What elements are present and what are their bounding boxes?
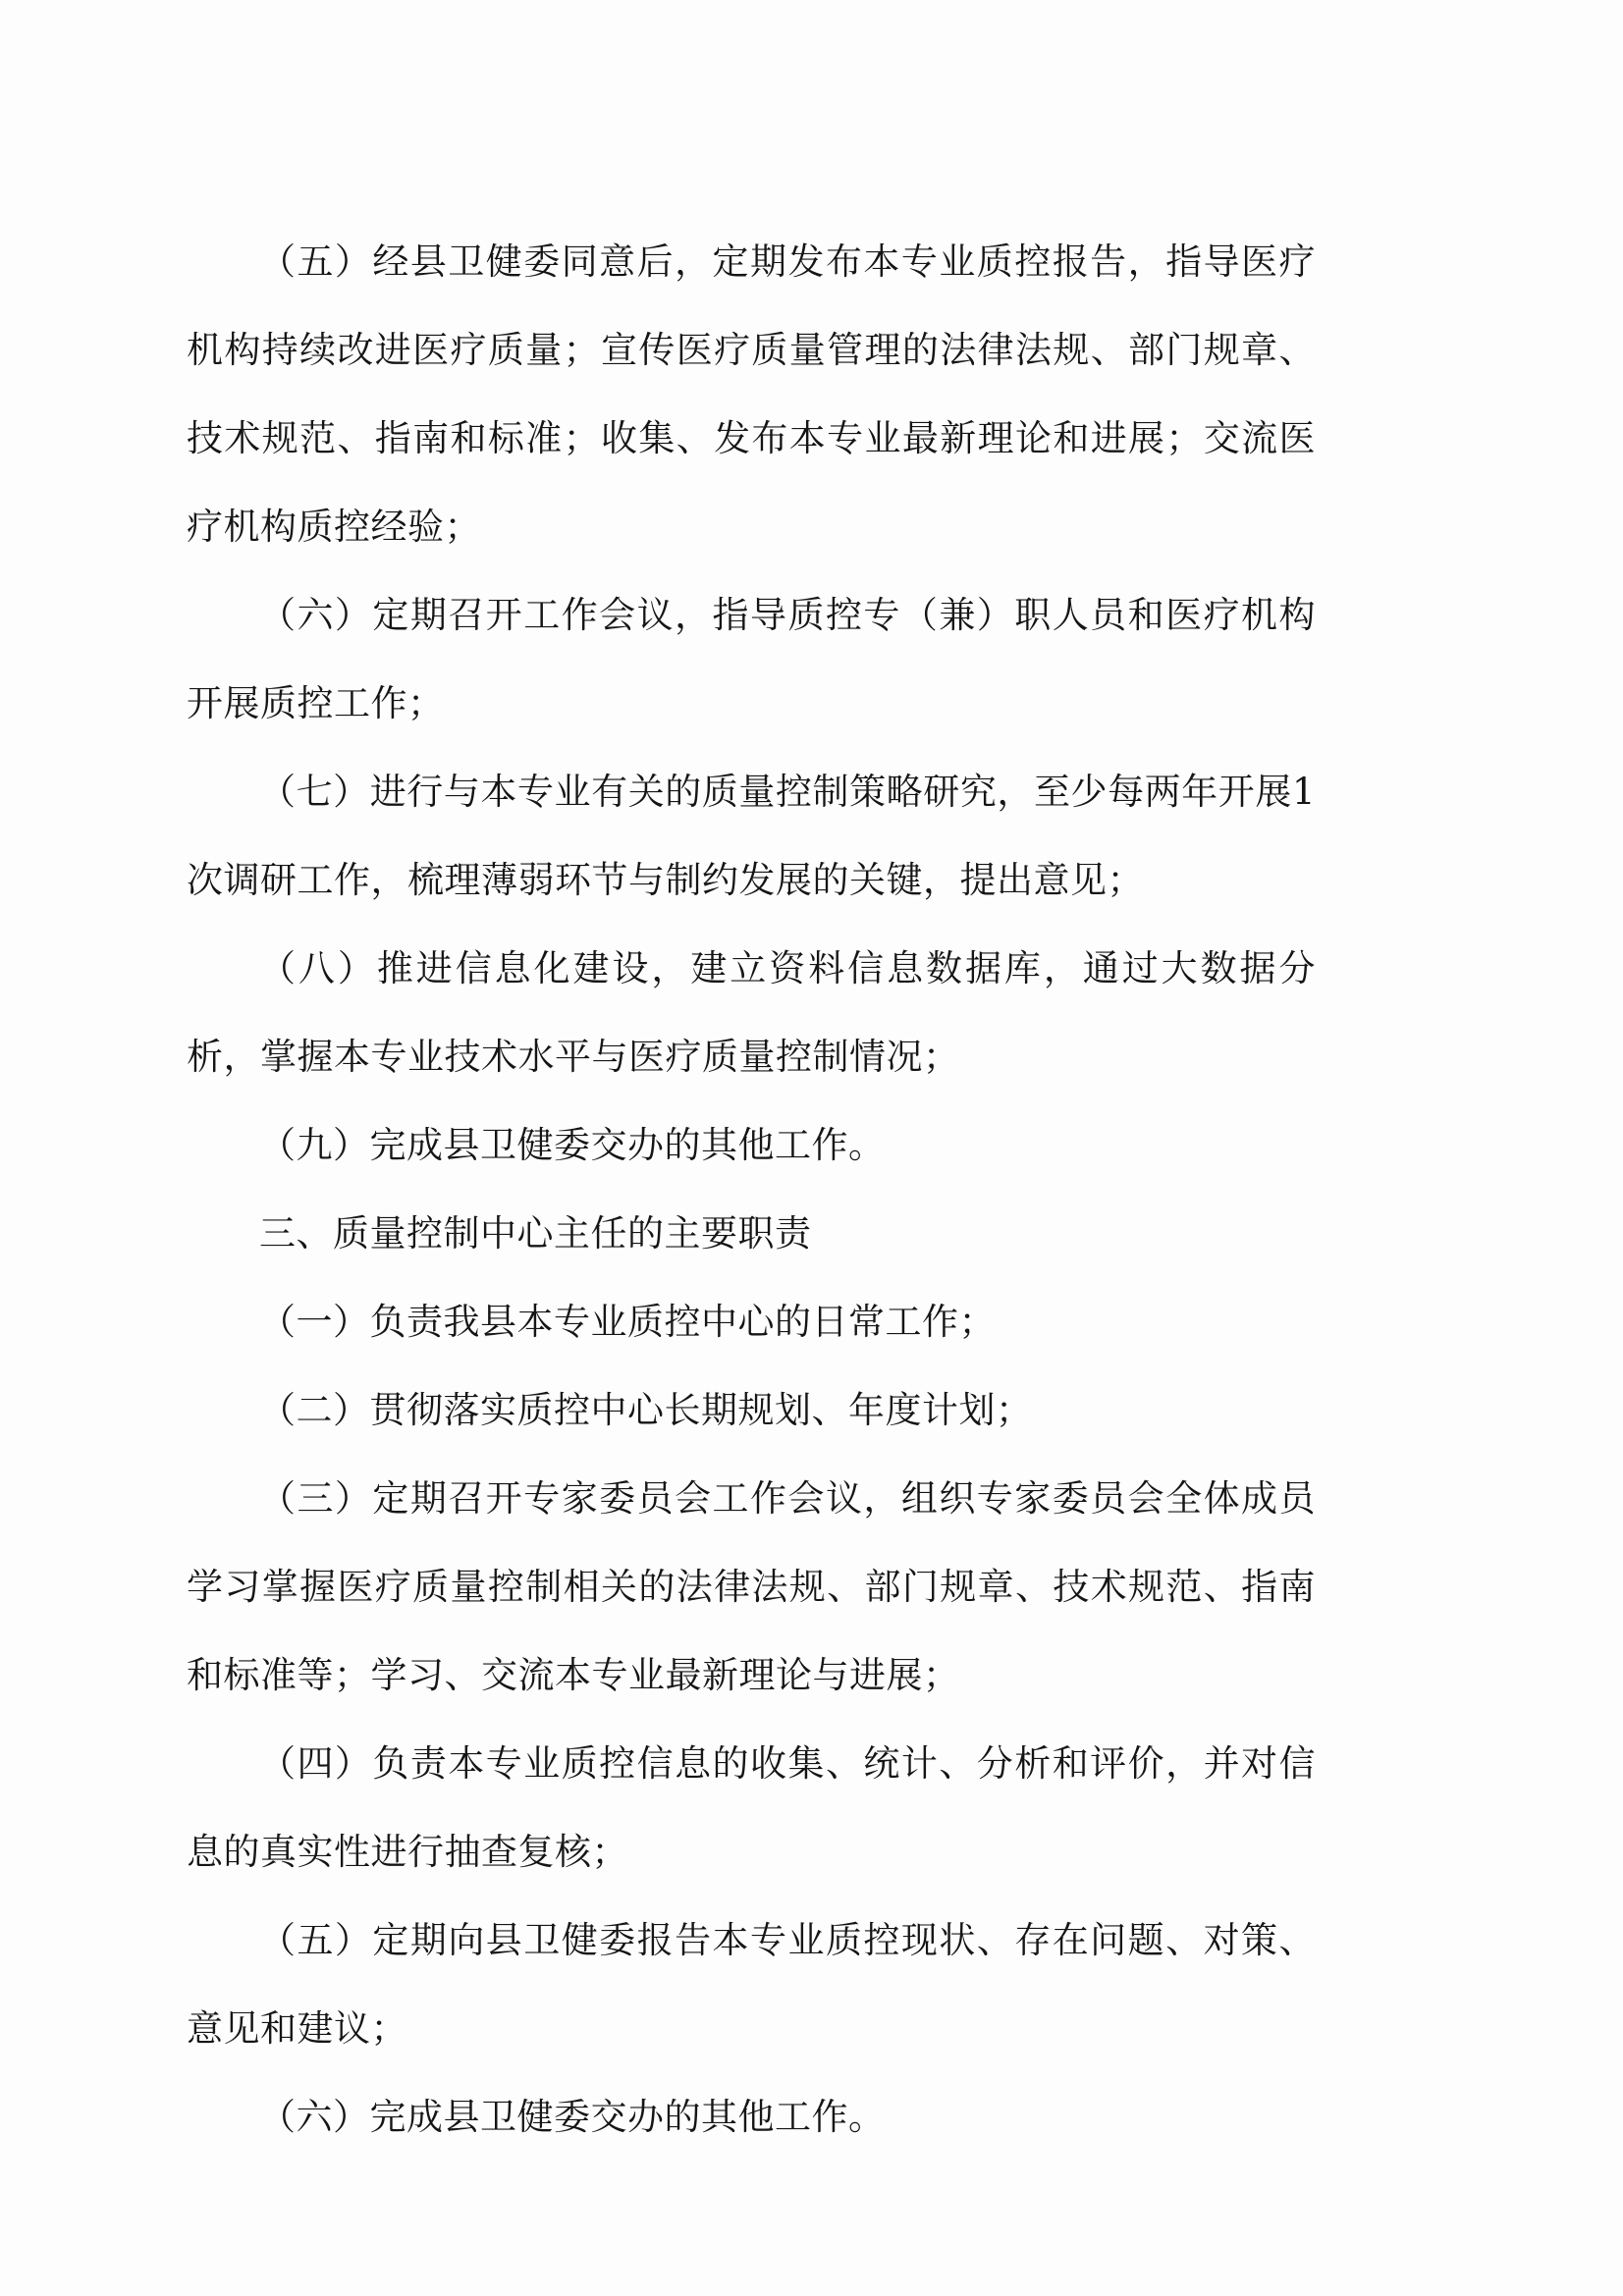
paragraph-duty-6-other-work: （六）完成县卫健委交办的其他工作。 <box>259 2096 886 2138</box>
paragraph-duty-5-report-status: （五）定期向县卫健委报告本专业质控现状、存在问题、对策、意见和建议； <box>187 1919 1316 2050</box>
paragraph-item-7-strategy-research: （七）进行与本专业有关的质量控制策略研究，至少每两年开展1次调研工作，梳理薄弱环节与制约发展的关键，提出意见； <box>187 771 1316 901</box>
section-heading-director-duties: 三、质量控制中心主任的主要职责 <box>259 1212 812 1255</box>
paragraph-duty-3-expert-meetings: （三）定期召开专家委员会工作会议，组织专家委员会全体成员学习掌握医疗质量控制相关的法律法规、部门规章、技术规范、指南和标准等；学习、交流本专业最新理论与进展； <box>187 1477 1316 1696</box>
paragraph-item-9-other-work: （九）完成县卫健委交办的其他工作。 <box>259 1124 886 1166</box>
paragraph-duty-1-daily-work: （一）负责我县本专业质控中心的日常工作； <box>259 1301 996 1343</box>
paragraph-duty-2-implement-plans: （二）贯彻落实质控中心长期规划、年度计划； <box>259 1389 1033 1431</box>
paragraph-duty-4-info-collection: （四）负责本专业质控信息的收集、统计、分析和评价，并对信息的真实性进行抽查复核； <box>187 1742 1316 1873</box>
paragraph-item-8-informatization: （八）推进信息化建设，建立资料信息数据库，通过大数据分析，掌握本专业技术水平与医疗质量控制情况； <box>187 947 1316 1078</box>
paragraph-item-6-work-meetings: （六）定期召开工作会议，指导质控专（兼）职人员和医疗机构开展质控工作； <box>187 594 1316 724</box>
document-body <box>187 218 1316 2162</box>
paragraph-item-5-publish-reports: （五）经县卫健委同意后，定期发布本专业质控报告，指导医疗机构持续改进医疗质量；宣传医疗质量管理的法律法规、部门规章、技术规范、指南和标准；收集、发布本专业最新理论和进展；交流医疗机构质控经验； <box>187 240 1316 548</box>
